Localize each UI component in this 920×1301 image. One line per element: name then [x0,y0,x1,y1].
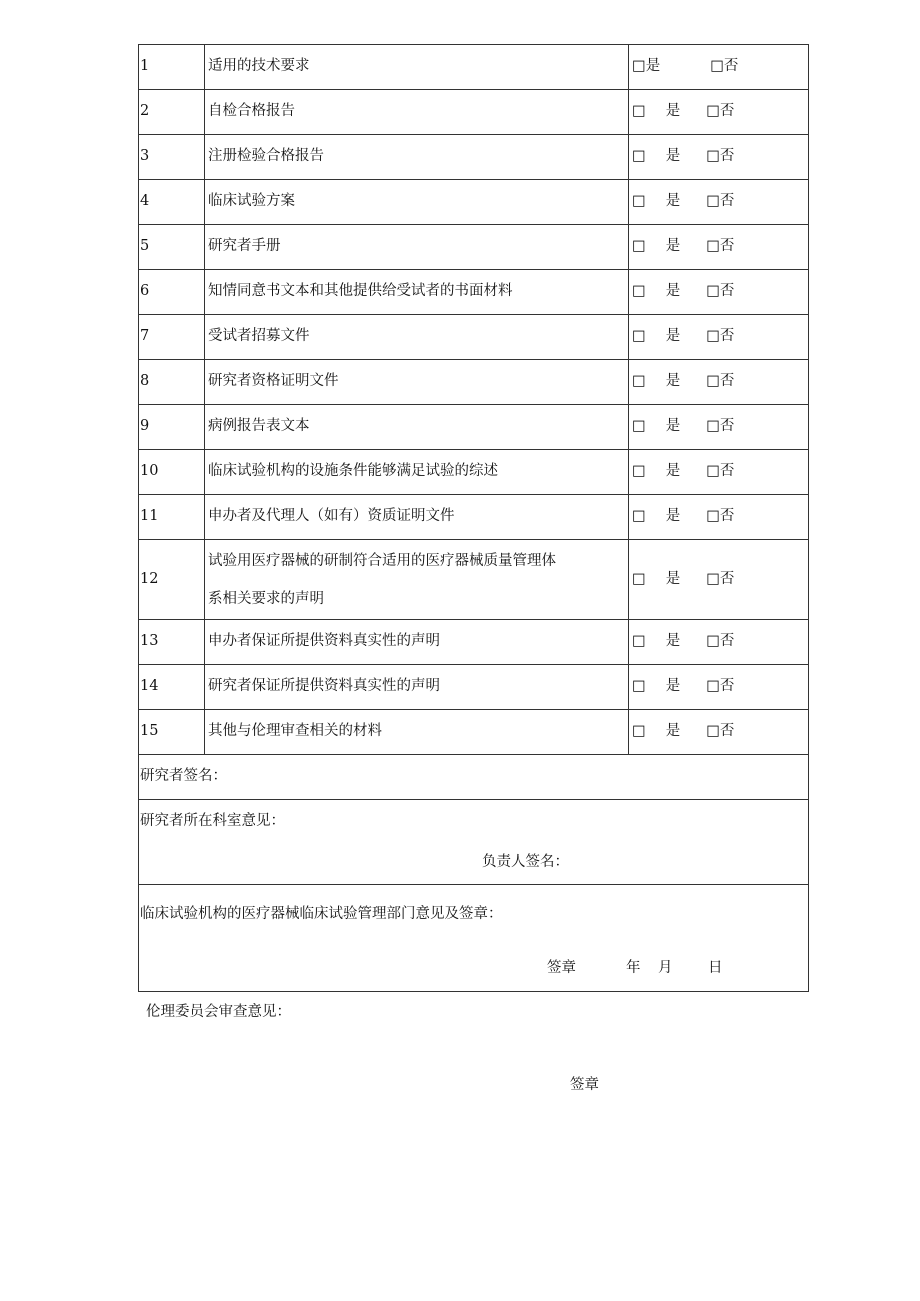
no-label: 否 [719,373,735,390]
date-day-label: 日 [708,960,723,976]
row-item: 病例报告表文本 [205,405,629,450]
yes-checkbox[interactable]: □ [632,238,646,255]
department-opinion-row [139,800,809,885]
no-checkbox[interactable]: □ [706,723,720,740]
no-checkbox[interactable]: □ [706,570,720,587]
row-number: 9 [139,405,205,450]
no-checkbox[interactable]: □ [706,238,720,255]
row-item: 临床试验方案 [205,180,629,225]
yes-checkbox[interactable]: □ [632,678,646,695]
yes-no-options [629,180,809,225]
no-checkbox[interactable]: □ [706,283,720,300]
no-label: 否 [719,238,735,255]
table-row [139,710,809,755]
no-label: 否 [719,723,735,740]
row-number: 8 [139,360,205,405]
management-opinion-row [139,885,809,992]
yes-label: 是 [665,238,681,255]
yes-label: 是 [665,508,681,525]
no-label: 否 [719,418,735,435]
yes-label: 是 [665,328,681,345]
row-item: 临床试验机构的设施条件能够满足试验的综述 [205,450,629,495]
yes-checkbox[interactable]: □ [632,570,646,587]
yes-label: 是 [665,463,681,480]
ethics-committee-opinion-label: 伦理委员会审查意见： [146,1004,291,1020]
table-row [139,620,809,665]
row-item [205,540,629,620]
row-number: 7 [139,315,205,360]
row-item-line: 试验用医疗器械的研制符合适用的医疗器械质量管理体 [208,552,556,569]
no-checkbox[interactable]: □ [706,103,720,120]
yes-label: 是 [665,418,681,435]
table-row [139,450,809,495]
table-row [139,665,809,710]
yes-no-options [629,225,809,270]
yes-no-options [629,620,809,665]
no-label: 否 [719,463,735,480]
no-checkbox[interactable]: □ [706,373,720,390]
yes-checkbox[interactable]: □ [632,418,646,435]
yes-no-options [629,540,809,620]
row-item: 研究者资格证明文件 [205,360,629,405]
no-checkbox[interactable]: □ [706,418,720,435]
row-number: 5 [139,225,205,270]
table-row [139,315,809,360]
no-label: 否 [719,570,735,587]
table-row [139,225,809,270]
yes-label: 是 [645,58,661,75]
yes-no-options [629,710,809,755]
yes-label: 是 [665,723,681,740]
row-item: 受试者招募文件 [205,315,629,360]
yes-checkbox[interactable]: □ [632,633,646,650]
no-checkbox[interactable]: □ [706,328,720,345]
row-item: 研究者手册 [205,225,629,270]
row-number: 14 [139,665,205,710]
management-opinion-cell [139,885,809,992]
no-label: 否 [719,148,735,165]
table-row [139,495,809,540]
row-item: 申办者及代理人（如有）资质证明文件 [205,495,629,540]
table-row [139,405,809,450]
yes-no-options [629,495,809,540]
no-checkbox[interactable]: □ [706,463,720,480]
row-number: 2 [139,90,205,135]
yes-no-options [629,450,809,495]
table-row [139,360,809,405]
row-number: 11 [139,495,205,540]
department-opinion-cell [139,800,809,885]
no-label: 否 [723,58,739,75]
yes-no-options [629,315,809,360]
row-number: 12 [139,540,205,620]
no-label: 否 [719,193,735,210]
row-number: 10 [139,450,205,495]
row-number: 3 [139,135,205,180]
yes-checkbox[interactable]: □ [632,463,646,480]
yes-checkbox[interactable]: □ [632,58,646,75]
yes-checkbox[interactable]: □ [632,373,646,390]
yes-checkbox[interactable]: □ [632,508,646,525]
yes-label: 是 [665,148,681,165]
no-label: 否 [719,103,735,120]
yes-label: 是 [665,678,681,695]
yes-label: 是 [665,570,681,587]
department-opinion-label: 研究者所在科室意见： [140,813,285,829]
yes-no-options [629,45,809,90]
row-item: 自检合格报告 [205,90,629,135]
no-checkbox[interactable]: □ [706,633,720,650]
row-item: 注册检验合格报告 [205,135,629,180]
table-row [139,45,809,90]
row-item: 申办者保证所提供资料真实性的声明 [205,620,629,665]
responsible-signature-label: 负责人签名： [482,854,569,870]
yes-label: 是 [665,193,681,210]
row-number: 13 [139,620,205,665]
row-number: 15 [139,710,205,755]
no-label: 否 [719,508,735,525]
ethics-seal-label: 签章 [570,1077,599,1093]
yes-checkbox[interactable]: □ [632,283,646,300]
row-number: 4 [139,180,205,225]
no-label: 否 [719,328,735,345]
date-year-label: 年 [626,960,641,976]
row-item-line: 系相关要求的声明 [208,590,324,607]
table-row [139,180,809,225]
row-item: 适用的技术要求 [205,45,629,90]
row-number: 6 [139,270,205,315]
table-row [139,135,809,180]
yes-label: 是 [665,633,681,650]
row-item: 研究者保证所提供资料真实性的声明 [205,665,629,710]
yes-label: 是 [665,283,681,300]
table-row [139,90,809,135]
row-item: 知情同意书文本和其他提供给受试者的书面材料 [205,270,629,315]
row-number: 1 [139,45,205,90]
table-row [139,540,809,620]
yes-checkbox[interactable]: □ [632,148,646,165]
yes-no-options [629,270,809,315]
row-item: 其他与伦理审查相关的材料 [205,710,629,755]
no-checkbox[interactable]: □ [706,508,720,525]
no-checkbox[interactable]: □ [710,58,724,75]
yes-label: 是 [665,103,681,120]
no-checkbox[interactable]: □ [706,193,720,210]
date-month-label: 月 [658,960,673,976]
yes-checkbox[interactable]: □ [632,103,646,120]
management-opinion-label: 临床试验机构的医疗器械临床试验管理部门意见及签章： [140,906,503,922]
researcher-signature-label: 研究者签名： [139,755,809,800]
document-checklist-table [138,44,809,992]
no-checkbox[interactable]: □ [706,678,720,695]
table-row [139,270,809,315]
yes-checkbox[interactable]: □ [632,193,646,210]
no-checkbox[interactable]: □ [706,148,720,165]
yes-no-options [629,135,809,180]
yes-checkbox[interactable]: □ [632,723,646,740]
no-label: 否 [719,633,735,650]
no-label: 否 [719,283,735,300]
yes-no-options [629,360,809,405]
researcher-signature-row [139,755,809,800]
yes-no-options [629,665,809,710]
no-label: 否 [719,678,735,695]
yes-label: 是 [665,373,681,390]
seal-label: 签章 [547,960,576,976]
yes-no-options [629,405,809,450]
yes-checkbox[interactable]: □ [632,328,646,345]
yes-no-options [629,90,809,135]
